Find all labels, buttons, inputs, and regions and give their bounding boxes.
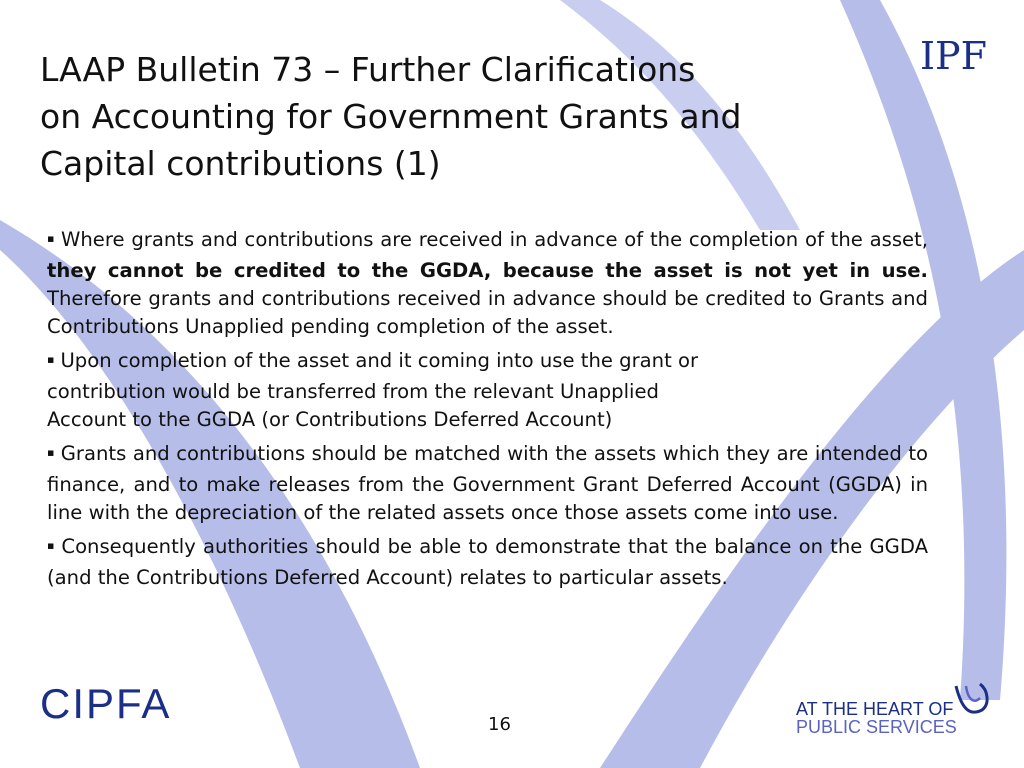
bullet-icon: ▪ <box>47 539 56 552</box>
cipfa-logo: CIPFA <box>40 680 172 727</box>
page-number: 16 <box>488 714 511 735</box>
bullet-paragraph-3 <box>47 440 928 527</box>
bullet-icon: ▪ <box>47 446 55 459</box>
paragraph-1-text-end: Therefore grants and contributions received in advance should be credited to Grants and Contributions Unapplied pending completion of the asset. <box>47 287 928 338</box>
bullet-paragraph-1 <box>47 226 928 341</box>
bullet-paragraph-2 <box>47 347 928 434</box>
slide-title-line-2: on Accounting for Government Grants and <box>40 97 742 136</box>
bullet-icon: ▪ <box>47 232 56 245</box>
paragraph-2-line-3: Account to the GGDA (or Contributions Deferred Account) <box>47 408 613 431</box>
ipf-logo: IPF <box>920 34 987 78</box>
slide-title <box>40 46 920 187</box>
bullet-paragraph-4 <box>47 533 928 592</box>
slide-title-line-3: Capital contributions (1) <box>40 144 441 183</box>
slide-body <box>47 226 928 598</box>
tagline <box>796 700 957 736</box>
paragraph-2-line-1: Upon completion of the asset and it coming into use the grant or <box>60 349 699 372</box>
tagline-line-1: AT THE HEART OF <box>796 699 954 719</box>
paragraph-2-line-2: contribution would be transferred from the relevant Unapplied <box>47 380 659 403</box>
tagline-line-2: PUBLIC SERVICES <box>796 717 957 737</box>
slide-title-line-1: LAAP Bulletin 73 – Further Clarifications <box>40 50 696 89</box>
paragraph-3-text: Grants and contributions should be matched with the assets which they are intended to finance, and to make releases from the Government Grant Deferred Account (GGDA) in line with the depreciation of the related assets once those assets come into use. <box>47 442 928 524</box>
paragraph-1-text: Where grants and contributions are received in advance of the completion of the asset, <box>61 228 928 251</box>
bullet-icon: ▪ <box>47 353 55 366</box>
swirl-logo-icon <box>952 680 992 720</box>
paragraph-4-text: Consequently authorities should be able to demonstrate that the balance on the GGDA (and the Contributions Deferred Account) relates to particular assets. <box>47 535 928 589</box>
paragraph-1-bold-text: they cannot be credited to the GGDA, because the asset is not yet in use. <box>47 259 928 282</box>
